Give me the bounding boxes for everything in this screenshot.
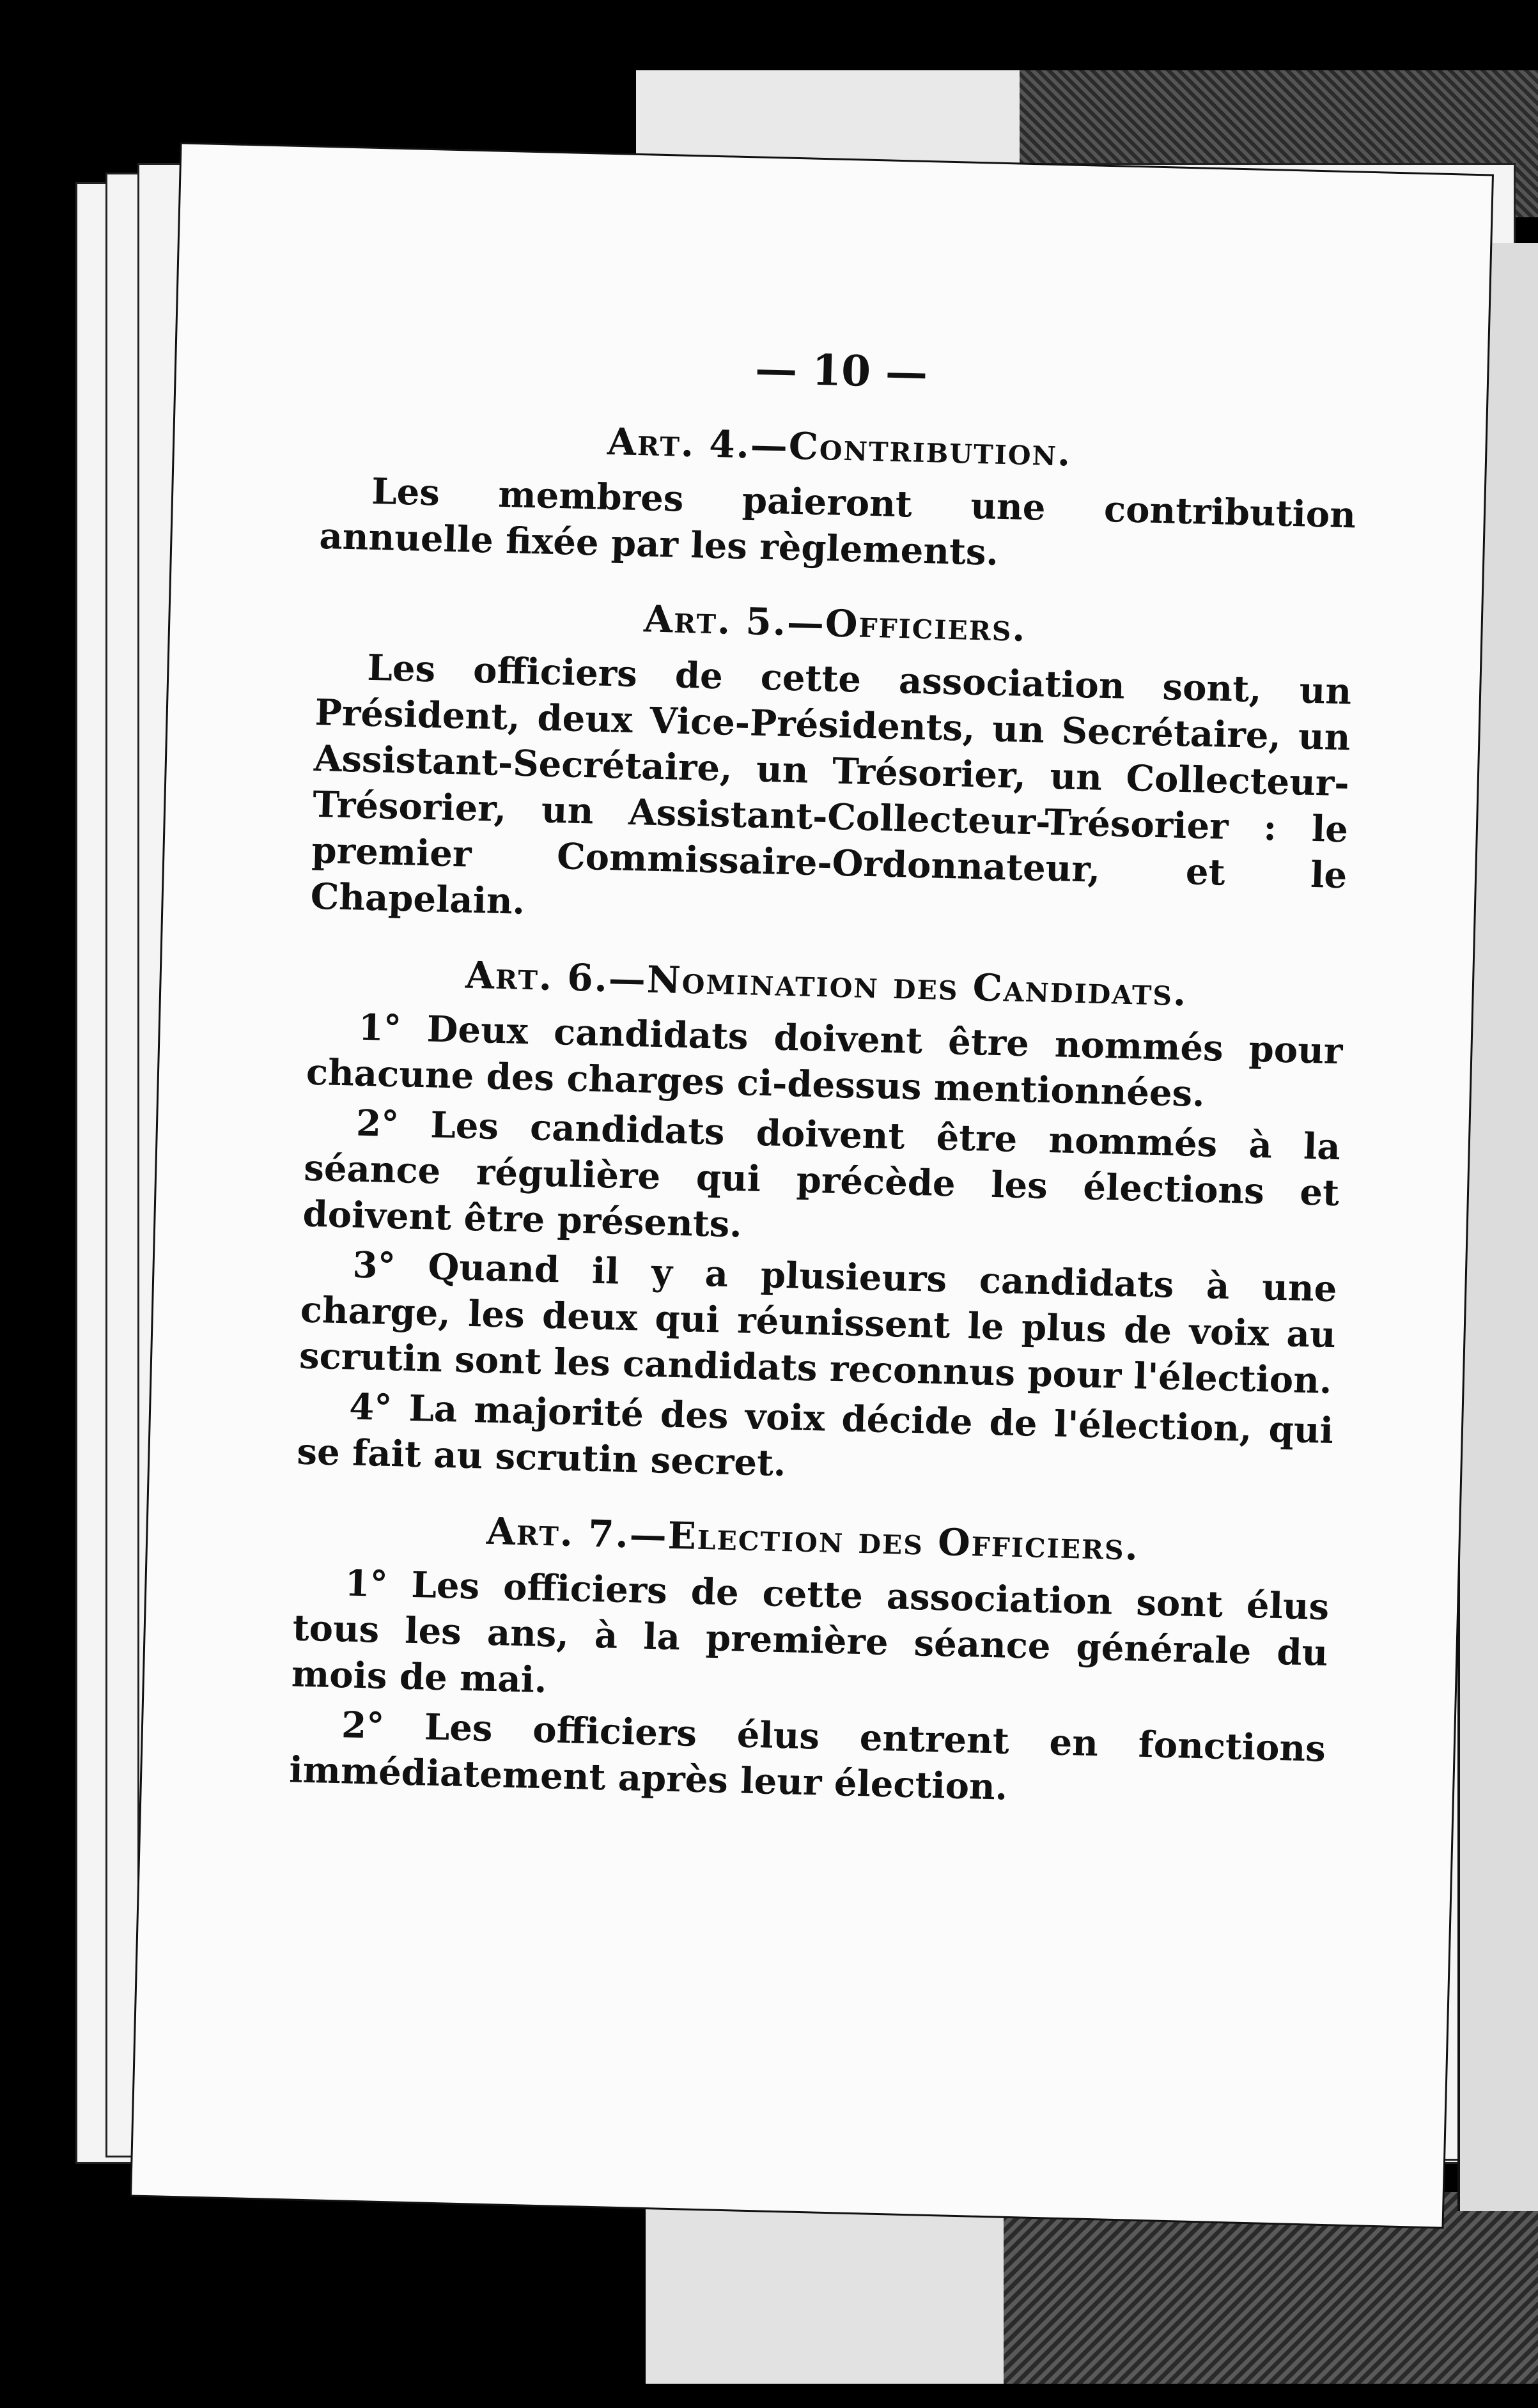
section-art-7 [289,1507,1331,1818]
section-paragraph: 1° Deux candidats doivent être nommés pour chacune des charges ci-dessus mentionnées. [306,1007,1344,1116]
section-paragraph: 3° Quand il y a plusieurs candidats à une charge, les deux qui réunissent le plus de voix au scrutin sont les candidats reconnus pour l'élection. [299,1244,1338,1403]
section-paragraph: Les officiers de cette association sont, un Président, deux Vice-Présidents, un Secrétaire, un Assistant-Secrétaire, un Trésorier, un Collecteur-Trésorier, un Assistant-Collecteur-Trésorier : le premier Commissaire-Ordonnateur, et le Chapelain. [310,646,1352,923]
section-paragraph: 2° Les candidats doivent être nommés à la séance régulière qui précède les élections et doivent être présents. [302,1102,1341,1246]
section-paragraph: Les membres paieront une contribution annuelle fixée par les règlements. [318,470,1356,574]
section-art-5 [310,591,1353,945]
section-heading: Art. 5.—Officiers. [643,597,1027,650]
section-art-6 [297,951,1345,1500]
page-number: — 10 — [754,343,928,398]
section-art-4 [319,415,1358,584]
section-heading: Art. 7.—Election des Officiers. [486,1509,1140,1570]
section-heading: Art. 4.—Contribution. [607,419,1073,475]
section-paragraph: 1° Les officiers de cette association sont élus tous les ans, à la première séance générale du mois de mai. [291,1562,1330,1702]
section-paragraph: 4° La majorité des voix décide de l'élection, qui se fait au scrutin secret. [296,1385,1334,1485]
book-page [132,144,1492,2227]
page-content [288,333,1359,1822]
section-heading: Art. 6.—Nomination des Candidats. [465,953,1188,1014]
section-paragraph: 2° Les officiers élus entrent en fonctions immédiatement après leur élection. [288,1704,1326,1809]
